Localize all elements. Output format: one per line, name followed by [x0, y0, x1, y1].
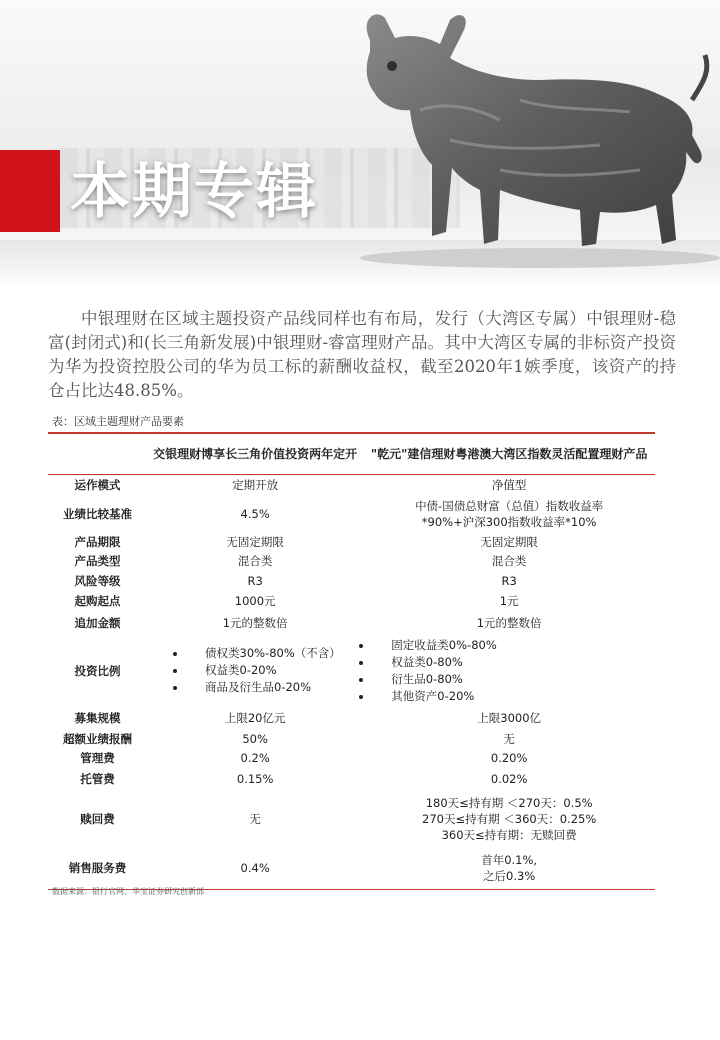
list-item: • 其他资产0-20% [373, 688, 653, 705]
cell-value: 4.5% [240, 506, 270, 521]
table-row [48, 533, 655, 552]
row-label: 业绩比较基准 [63, 506, 132, 521]
cell-value: 0.15% [236, 771, 274, 786]
table-row [48, 495, 655, 533]
row-label: 产品期限 [74, 535, 121, 549]
row-label: 产品类型 [74, 554, 121, 568]
cell-value: 0.20% [490, 751, 528, 765]
cell-line: 360天≤持有期：无赎回费 [441, 827, 577, 842]
cell-value: 无固定期限 [480, 535, 538, 549]
cell-bullet-list [147, 635, 363, 707]
table-row [48, 591, 655, 611]
list-item: • 权益类0-80% [373, 654, 653, 671]
allocation-list [365, 637, 653, 705]
row-label: 销售服务费 [48, 848, 147, 890]
table-caption: 表：区域主题理财产品要素 [52, 415, 184, 428]
cell-value: R3 [247, 573, 263, 588]
row-label: 投资比例 [74, 663, 121, 678]
table-row [48, 707, 655, 729]
cell-value: 0.4% [147, 848, 363, 890]
cell-value: 上限3000亿 [477, 710, 542, 725]
cell-value: 1000元 [234, 593, 276, 608]
cell-value: 混合类 [491, 554, 527, 568]
cell-value: 无固定期限 [226, 535, 284, 549]
row-label: 管理费 [80, 751, 115, 765]
cell-value-multiline [363, 848, 655, 890]
list-item: • 固定收益类0%-80% [373, 637, 653, 654]
row-label: 追加金额 [74, 615, 121, 630]
row-label: 风险等级 [74, 573, 121, 588]
cell-value: R3 [501, 573, 517, 588]
data-source-note: 数据来源：银行官网、华宝证券研究创新部 [52, 887, 204, 896]
cell-line: 首年0.1%, [481, 853, 538, 868]
table-row [48, 790, 655, 848]
bronze-bull-illustration [300, 0, 720, 270]
list-item: • 权益类0-20% [187, 662, 361, 679]
red-accent-tab [0, 150, 60, 232]
cell-value: 50% [242, 731, 268, 746]
header-empty-cell [48, 433, 147, 475]
cell-value: 1元 [499, 593, 519, 608]
row-label: 超额业绩报酬 [63, 731, 132, 746]
table-row [48, 635, 655, 707]
table-row [48, 848, 655, 890]
cell-line: 之后0.3% [483, 869, 536, 884]
product-spec-table [48, 432, 655, 890]
table-row [48, 552, 655, 571]
header-product-2: "乾元"建信理财粤港澳大湾区指数灵活配置理财产品 [363, 433, 655, 475]
intro-paragraph: 中银理财在区域主题投资产品线同样也有布局，发行（大湾区专属）中银理财-稳富(封闭式)和(长三角新发展)中银理财-睿富理财产品。其中大湾区专属的非标资产投资为华为投资控股公司的华为员工标的薪酬收益权，截至2020年1嫉季度，该资产的持仓占比达48.85%。 [48, 309, 676, 400]
cell-value: 0.2% [240, 751, 270, 765]
cell-value: 1元的整数倍 [222, 615, 288, 630]
cell-value: 净值型 [491, 477, 527, 492]
header-product-1: 交银理财博享长三角价值投资两年定开 [147, 433, 363, 475]
row-label: 募集规模 [74, 710, 121, 725]
cell-line: 270天≤持有期 ＜360天：0.25% [422, 811, 597, 826]
cell-value: 无 [249, 811, 261, 826]
row-label: 托管费 [80, 771, 115, 786]
cell-value: 0.02% [490, 771, 528, 786]
row-label: 赎回费 [80, 811, 115, 826]
cell-value-multiline [363, 790, 655, 848]
list-item: • 衍生品0-80% [373, 671, 653, 688]
table-header-row [48, 433, 655, 475]
cell-value: 混合类 [237, 554, 273, 568]
cell-line: *90%+沪深300指数收益率*10% [421, 514, 597, 529]
table-row [48, 729, 655, 749]
table-row [48, 571, 655, 591]
list-item: • 债权类30%-80%（不含） [187, 645, 361, 662]
row-label: 起购起点 [74, 593, 121, 608]
cell-value-multiline [363, 495, 655, 533]
table-row [48, 611, 655, 635]
cell-line: 180天≤持有期 ＜270天：0.5% [425, 795, 593, 810]
cell-value: 上限20亿元 [224, 710, 286, 725]
table-row [48, 749, 655, 768]
list-item: • 商品及衍生品0-20% [187, 679, 361, 696]
page-title: 本期专辑 [70, 157, 318, 227]
row-label: 运作模式 [74, 477, 121, 492]
cell-value: 1元的整数倍 [476, 615, 542, 630]
cell-bullet-list [363, 635, 655, 707]
cell-value: 定期开放 [232, 477, 279, 492]
cell-line: 中债-国债总财富（总值）指数收益率 [415, 498, 604, 513]
table-row [48, 475, 655, 495]
banner [0, 0, 720, 290]
allocation-list [149, 645, 361, 696]
table-row [48, 768, 655, 790]
cell-value: 无 [503, 731, 515, 746]
